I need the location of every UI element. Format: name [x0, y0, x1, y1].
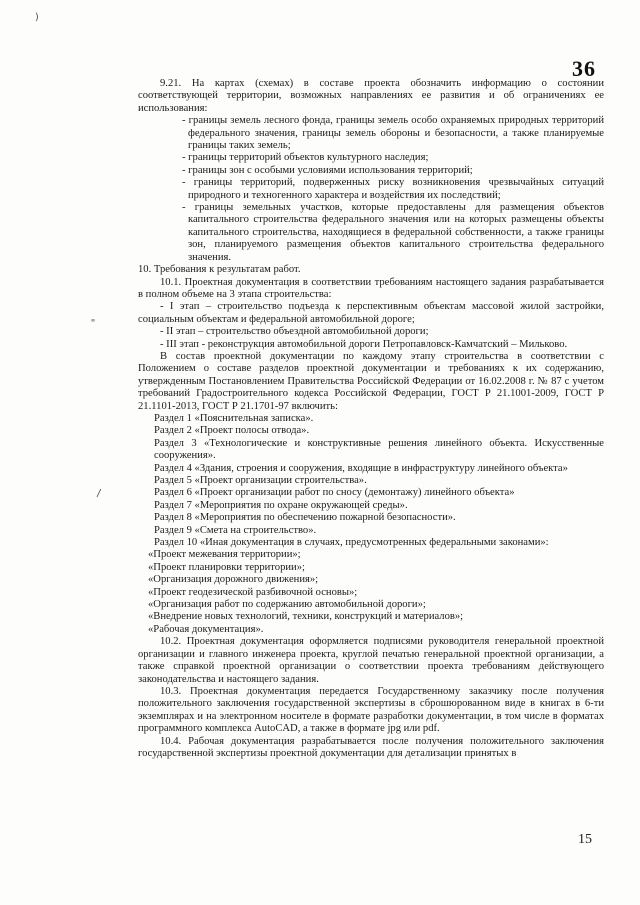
section-list-item: Раздел 6 «Проект организации работ по сносу (демонтажу) линейного объекта»: [154, 487, 515, 499]
bullet-item: - границы территорий объектов культурного наследия;: [182, 152, 429, 164]
document-list-item: «Организация дорожного движения»;: [148, 574, 319, 586]
paragraph: 10.4. Рабочая документация разрабатывается после получения положительного заключения государственной экспертизы проектной документации для детализации принятых в: [138, 735, 604, 759]
document-body: [138, 78, 604, 760]
bullet-item: - границы земель лесного фонда, границы земель особо охраняемых природных территорий федерального значения, границы земель обороны и безопасности, а также планируемые границы таких земель;: [182, 115, 604, 152]
paragraph: - III этап - реконструкция автомобильной дороги Петропавловск-Камчатский – Мильково.: [160, 338, 568, 350]
section-list-item: Раздел 2 «Проект полосы отвода».: [154, 425, 310, 437]
paragraph: 10.1. Проектная документация в соответствии требованиям настоящего задания разрабатывается в полном объеме на 3 этапа строительства:: [138, 276, 604, 300]
paragraph: - II этап – строительство объездной автомобильной дороги;: [160, 326, 429, 338]
section-list-item: Раздел 1 «Пояснительная записка».: [154, 412, 314, 424]
paragraph: 10.2. Проектная документация оформляется подписями руководителя генеральной проектной организации и главного инженера проекта, круглой печатью генеральной проектной организации, а также справкой проектной организации о соответствии проекта требованиям действующего законодательства и настоящего задания.: [138, 636, 604, 685]
sheet-stamp-number: 36: [572, 56, 596, 81]
document-list-item: «Внедрение новых технологий, техники, конструкций и материалов»;: [148, 611, 464, 623]
document-list-item: «Проект геодезической разбивочной основы»;: [148, 586, 358, 598]
document-list-item: «Проект планировки территории»;: [148, 561, 305, 573]
margin-mark: /: [96, 488, 103, 499]
section-list-item: Раздел 3 «Технологические и конструктивные решения линейного объекта. Искусственные сооружения».: [154, 437, 604, 462]
paragraph: В состав проектной документации по каждому этапу строительства в соответствии с Положением о составе разделов проектной документации и требованиях к их содержанию, утвержденным Постановлением Правительства Российской Федерации от 16.02.2008 г. № 87 с учетом требований Градостроительного кодекса Российской Федерации, ГОСТ Р 21.1001-2009, ГОСТ Р 21.1101-2013, ГОСТ Р 21.1701-97 включить:: [138, 350, 604, 412]
section-list-item: Раздел 7 «Мероприятия по охране окружающей среды».: [154, 499, 408, 511]
paragraph: 10.3. Проектная документация передается Государственному заказчику после получения положительного заключения государственной экспертизы в сброшюрованном виде в книгах в 6-ти экземплярах и на электронном носителе в формате разработки документации, в том числе в форматах программного комплекса AutoCAD, а также в формате jpg или pdf.: [138, 685, 604, 735]
bullet-item: - границы территорий, подверженных риску возникновения чрезвычайных ситуаций природного и техногенного характера и воздействия их последствий;: [182, 177, 604, 201]
section-list-item: Раздел 4 «Здания, строения и сооружения, входящие в инфраструктуру линейного объекта»: [154, 462, 568, 474]
document-list-item: «Организация работ по содержанию автомобильной дороги»;: [148, 599, 426, 611]
document-list-item: «Рабочая документация».: [148, 623, 264, 635]
section-list-item: Раздел 8 «Мероприятия по обеспечению пожарной безопасности».: [154, 512, 456, 524]
section-list-item: Раздел 9 «Смета на строительство».: [154, 524, 317, 536]
paragraph: - I этап – строительство подъезда к перспективным объектам массовой жилой застройки, социальным объектам и федеральной автомобильной дороге;: [138, 301, 604, 325]
paragraph: 9.21. На картах (схемах) в составе проекта обозначить информацию о состоянии соответствующей территории, возможных направлениях ее развития и об ограничениях ее использования:: [138, 78, 604, 114]
section-heading: 10. Требования к результатам работ.: [138, 264, 301, 276]
margin-mark: ": [90, 318, 97, 329]
section-list-item: Раздел 10 «Иная документация в случаях, предусмотренных федеральными законами»:: [154, 537, 549, 549]
page-number: 15: [578, 832, 592, 847]
section-list-item: Раздел 5 «Проект организации строительства».: [154, 475, 367, 486]
margin-mark: ): [34, 12, 41, 23]
bullet-item: - границы земельных участков, которые предоставлены для размещения объектов капитального строительства федерального значения или на которых размещены объекты капитального строительства, находящиеся в федеральной собственности, а также границы зон, планируемого размещения объектов капитального строительства федерального значения.: [182, 202, 604, 263]
document-list-item: «Проект межевания территории»;: [148, 549, 301, 561]
bullet-item: - границы зон с особыми условиями использования территорий;: [182, 164, 473, 176]
